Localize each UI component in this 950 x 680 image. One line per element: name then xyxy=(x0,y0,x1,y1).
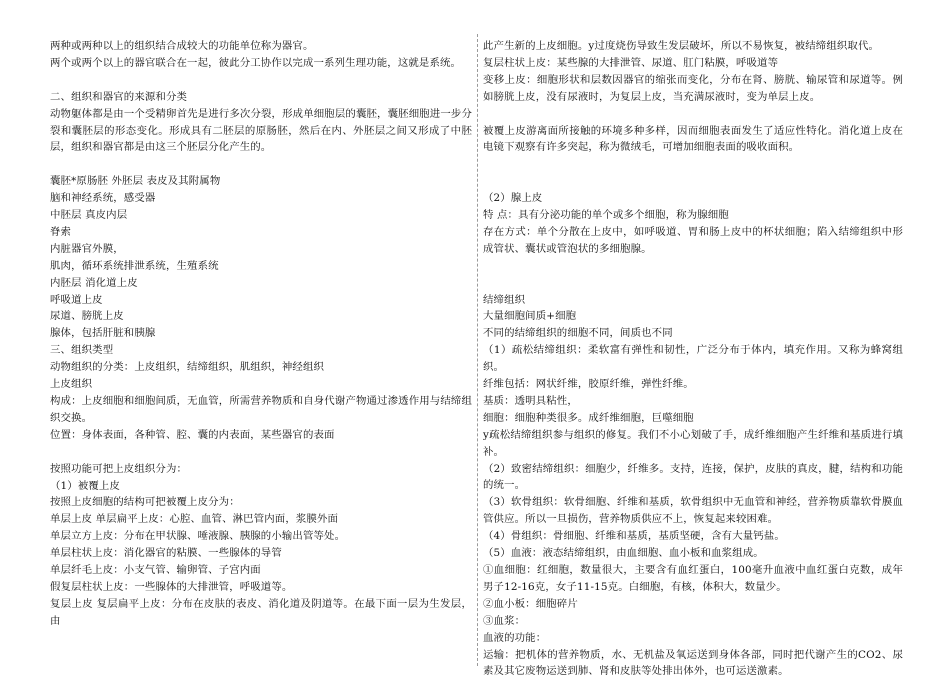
text-line: 两个或两个以上的器官联合在一起，彼此分工协作以完成一系列生理功能，这就是系统。 xyxy=(50,56,462,69)
text-line xyxy=(483,173,903,190)
text-line: 三、组织类型 xyxy=(50,344,114,357)
text-line: 脑和神经系统，感受器 xyxy=(50,192,156,205)
text-line xyxy=(50,444,472,461)
text-line: 按照功能可把上皮组织分为： xyxy=(50,462,188,475)
text-line: 特 点：具有分泌功能的单个或多个细胞，称为腺细胞 xyxy=(483,209,729,222)
text-line: （4）骨组织：骨细胞、纤维和基质，基质坚硬，含有大量钙盐。 xyxy=(483,530,785,543)
text-line: 动物躯体都是由一个受精卵首先是进行多次分裂，形成单细胞层的囊胚，囊胚细胞进一步分裂和囊胚层的形态变化。形成具有二胚层的原肠胚，然后在内、外胚层之间又形成了中胚层，组织和器官都是由这三个胚层分化产生的。 xyxy=(50,107,472,154)
text-line: 结缔组织 xyxy=(483,293,526,306)
text-line: 肌肉，循环系统排泄系统，生殖系统 xyxy=(50,259,219,272)
text-line: （5）血液：液态结缔组织，由血细胞、血小板和血浆组成。 xyxy=(483,547,764,560)
text-line: 复层上皮 复层扁平上皮：分布在皮肤的表皮、消化道及阴道等。在最下面一层为生发层，由 xyxy=(50,597,472,627)
column-divider xyxy=(477,34,478,666)
text-line xyxy=(50,72,472,89)
text-line: 单层纤毛上皮：小支气管、输卵管、子宫内面 xyxy=(50,564,261,577)
text-line: （2）致密结缔组织：细胞少，纤维多。支持，连接，保护，皮肤的真皮，腱，结构和功能的统一。 xyxy=(483,462,903,492)
text-line: 单层柱状上皮：消化器官的粘膜、一些腺体的导管 xyxy=(50,547,282,560)
text-line: 存在方式：单个分散在上皮中，如呼吸道、胃和肠上皮中的杯状细胞；陷入结缔组织中形成管状、囊状或管泡状的多细胞腺。 xyxy=(483,225,903,255)
text-line xyxy=(483,106,903,123)
text-line: ①血细胞：红细胞，数量很大，主要含有血红蛋白，100毫升血液中血红蛋白克数，成年男子12-16克，女子11-15克。白细胞，有核，体积大，数量少。 xyxy=(483,564,903,593)
text-line: ②血小板：细胞碎片 xyxy=(483,597,578,610)
text-line: y疏松结缔组织参与组织的修复。我们不小心划破了手，成纤维细胞产生纤维和基质进行填补。 xyxy=(483,428,903,458)
text-line: 按照上皮细胞的结构可把被覆上皮分为： xyxy=(50,496,240,509)
text-line: 尿道、膀胱上皮 xyxy=(50,310,124,323)
text-line: 单层立方上皮：分布在甲状腺、唾液腺、胰腺的小输出管等处。 xyxy=(50,530,346,543)
text-line: 不同的结缔组织的细胞不同，间质也不同 xyxy=(483,327,673,340)
text-line: 此产生新的上皮细胞。y过度烧伤导致生发层破坏，所以不易恢复，被结缔组织取代。 xyxy=(483,40,880,52)
text-line: 大量细胞间质+细胞 xyxy=(483,310,577,323)
text-line: 两种或两种以上的组织结合成较大的功能单位称为器官。 xyxy=(50,40,314,52)
text-line xyxy=(50,156,472,173)
text-line: 呼吸道上皮 xyxy=(50,293,103,306)
right-text-column xyxy=(483,38,903,680)
text-line: （1）被覆上皮 xyxy=(50,479,121,492)
text-line: 运输：把机体的营养物质，水、无机盐及氧运送到身体各部，同时把代谢产生的CO2、尿素及其它废物运送到肺、肾和皮肤等处排出体外，也可运送激素。 xyxy=(483,648,903,678)
text-line: 中胚层 真皮内层 xyxy=(50,209,128,222)
text-line: 上皮组织 xyxy=(50,378,93,391)
text-line: 囊胚*原肠胚 外胚层 表皮及其附属物 xyxy=(50,175,221,188)
text-line: （3）软骨组织：软骨细胞、纤维和基质，软骨组织中无血管和神经，营养物质靠软骨膜血管供应。所以一旦损伤，营养物质供应不上，恢复起来较困难。 xyxy=(483,496,903,526)
text-line: 位置：身体表面，各种管、腔、囊的内表面，某些器官的表面 xyxy=(50,428,335,441)
text-line: 被覆上皮游离面所接触的环境多种多样，因而细胞表面发生了适应性特化。消化道上皮在电镜下观察有许多突起，称为微绒毛，可增加细胞表面的吸收面积。 xyxy=(483,124,903,154)
text-line xyxy=(483,258,903,275)
text-line xyxy=(483,156,903,173)
text-line: 基质：透明具粘性， xyxy=(483,394,578,407)
text-line: 血液的功能： xyxy=(483,631,547,644)
text-line: 变移上皮：细胞形状和层数因器官的缩张而变化，分布在肾、膀胱、输尿管和尿道等。例如膀胱上皮，没有尿液时，为复层上皮，当充满尿液时，变为单层上皮。 xyxy=(483,73,903,103)
text-line: （2）腺上皮 xyxy=(483,192,543,205)
left-text-column xyxy=(50,38,472,630)
text-line: 构成：上皮细胞和细胞间质，无血管，所需营养物质和自身代谢产物通过渗透作用与结缔组织交换。 xyxy=(50,395,472,424)
text-line: 二、组织和器官的来源和分类 xyxy=(50,90,188,103)
text-line: 假复层柱状上皮：一些腺体的大排泄管，呼吸道等。 xyxy=(50,580,293,593)
text-line: 单层上皮 单层扁平上皮：心腔、血管、淋巴管内面，浆膜外面 xyxy=(50,513,339,526)
text-line: 腺体，包括肝脏和胰腺 xyxy=(50,327,156,340)
text-line: 动物组织的分类：上皮组织，结缔组织，肌组织，神经组织 xyxy=(50,361,325,374)
text-line: 复层柱状上皮：某些腺的大排泄管、尿道、肛门粘膜，呼吸道等 xyxy=(483,56,779,69)
text-line: ③血浆： xyxy=(483,614,526,627)
text-line: 细胞：细胞种类很多。成纤维细胞，巨噬细胞 xyxy=(483,411,694,424)
text-line: 内脏器官外膜， xyxy=(50,242,124,255)
text-line: 内胚层 消化道上皮 xyxy=(50,276,138,289)
text-line: （1）疏松结缔组织：柔软富有弹性和韧性，广泛分布于体内，填充作用。又称为蜂窝组织。 xyxy=(483,344,903,374)
text-line: 纤维包括：网状纤维，胶原纤维，弹性纤维。 xyxy=(483,378,694,391)
text-line: 脊索 xyxy=(50,225,72,238)
text-line xyxy=(483,275,903,292)
